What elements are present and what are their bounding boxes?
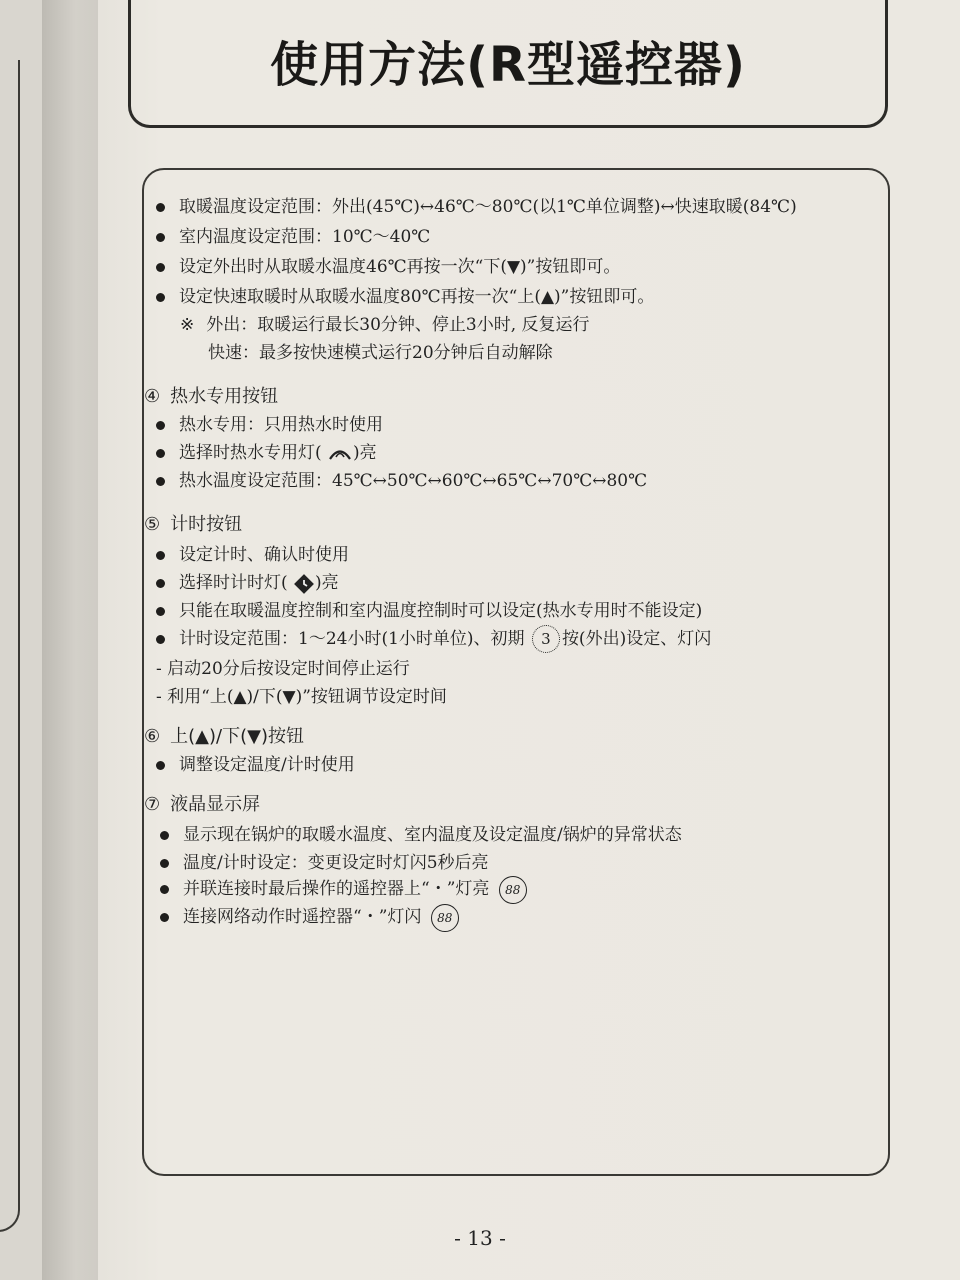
page-binding-shadow <box>42 0 98 1280</box>
title-frame <box>128 0 888 128</box>
segment-display-icon: 88 <box>431 904 459 932</box>
section-heading-lcd: ⑦ 液晶显示屏 <box>144 794 261 815</box>
timer-note-2: - 利用“上(▲)/下(▼)”按钮调节设定时间 <box>156 687 447 707</box>
lcd-item-2: 温度/计时设定：变更设定时灯闪5秒后亮 <box>160 848 489 873</box>
timer-item-1: 设定计时、确认时使用 <box>156 540 349 565</box>
lcd-item-4: 连接网络动作时遥控器“・”灯闪 88 <box>160 902 459 932</box>
bullet-icon <box>160 859 169 868</box>
note-line-1: ※ 外出：取暖运行最长30分钟、停止3小时, 反复运行 <box>180 315 590 335</box>
timer-item-2: 选择时计时灯( )亮 <box>156 568 339 595</box>
previous-page-edge <box>0 60 20 1232</box>
timer-item-3: 只能在取暖温度控制和室内温度控制时可以设定(热水专用时不能设定) <box>156 596 702 621</box>
page-title: 使用方法(R型遥控器) <box>270 37 746 93</box>
bullet-icon <box>156 579 165 588</box>
intro-item-4: 设定快速取暖时从取暖水温度80℃再按一次“上(▲)”按钮即可。 <box>156 282 654 307</box>
bullet-icon <box>156 421 165 430</box>
bullet-icon <box>156 449 165 458</box>
up-down-item-1: 调整设定温度/计时使用 <box>156 750 355 775</box>
intro-item-1: 取暖温度设定范围：外出(45℃)↔46℃～80℃(以1℃单位调整)↔快速取暖(84℃) <box>156 192 797 217</box>
dotted-three-indicator-icon: 3 <box>532 625 560 653</box>
content-frame <box>142 168 890 1176</box>
timer-item-4: 计时设定范围：1～24小时(1小时单位)、初期 3 按(外出)设定、灯闪 <box>156 624 711 653</box>
hot-water-item-2: 选择时热水专用灯( )亮 <box>156 438 377 463</box>
lcd-item-3: 并联连接时最后操作的遥控器上“・”灯亮 88 <box>160 874 527 904</box>
timer-lamp-icon <box>293 573 315 595</box>
bullet-icon <box>156 263 165 272</box>
hot-water-item-3: 热水温度设定范围：45℃↔50℃↔60℃↔65℃↔70℃↔80℃ <box>156 466 647 491</box>
bullet-icon <box>156 233 165 242</box>
lcd-item-1: 显示现在锅炉的取暖水温度、室内温度及设定温度/锅炉的异常状态 <box>160 820 682 845</box>
bullet-icon <box>156 203 165 212</box>
bullet-icon <box>160 885 169 894</box>
bullet-icon <box>156 761 165 770</box>
bullet-icon <box>156 635 165 644</box>
bullet-icon <box>156 293 165 302</box>
hot-water-item-1: 热水专用：只用热水时使用 <box>156 410 383 435</box>
bullet-icon <box>160 831 169 840</box>
section-heading-up-down: ⑥ 上(▲)/下(▼)按钮 <box>144 726 304 747</box>
section-heading-hot-water: ④ 热水专用按钮 <box>144 386 279 407</box>
bullet-icon <box>156 607 165 616</box>
bullet-icon <box>156 477 165 486</box>
intro-item-2: 室内温度设定范围：10℃～40℃ <box>156 222 430 247</box>
bullet-icon <box>160 913 169 922</box>
intro-item-3: 设定外出时从取暖水温度46℃再按一次“下(▼)”按钮即可。 <box>156 252 620 277</box>
note-line-2: 快速：最多按快速模式运行20分钟后自动解除 <box>208 343 553 363</box>
bullet-icon <box>156 551 165 560</box>
hot-water-lamp-icon <box>327 446 353 462</box>
segment-display-icon: 88 <box>499 876 527 904</box>
page-number: - 13 - <box>454 1226 506 1250</box>
section-heading-timer: ⑤ 计时按钮 <box>144 514 243 535</box>
timer-note-1: - 启动20分后按设定时间停止运行 <box>156 659 410 679</box>
